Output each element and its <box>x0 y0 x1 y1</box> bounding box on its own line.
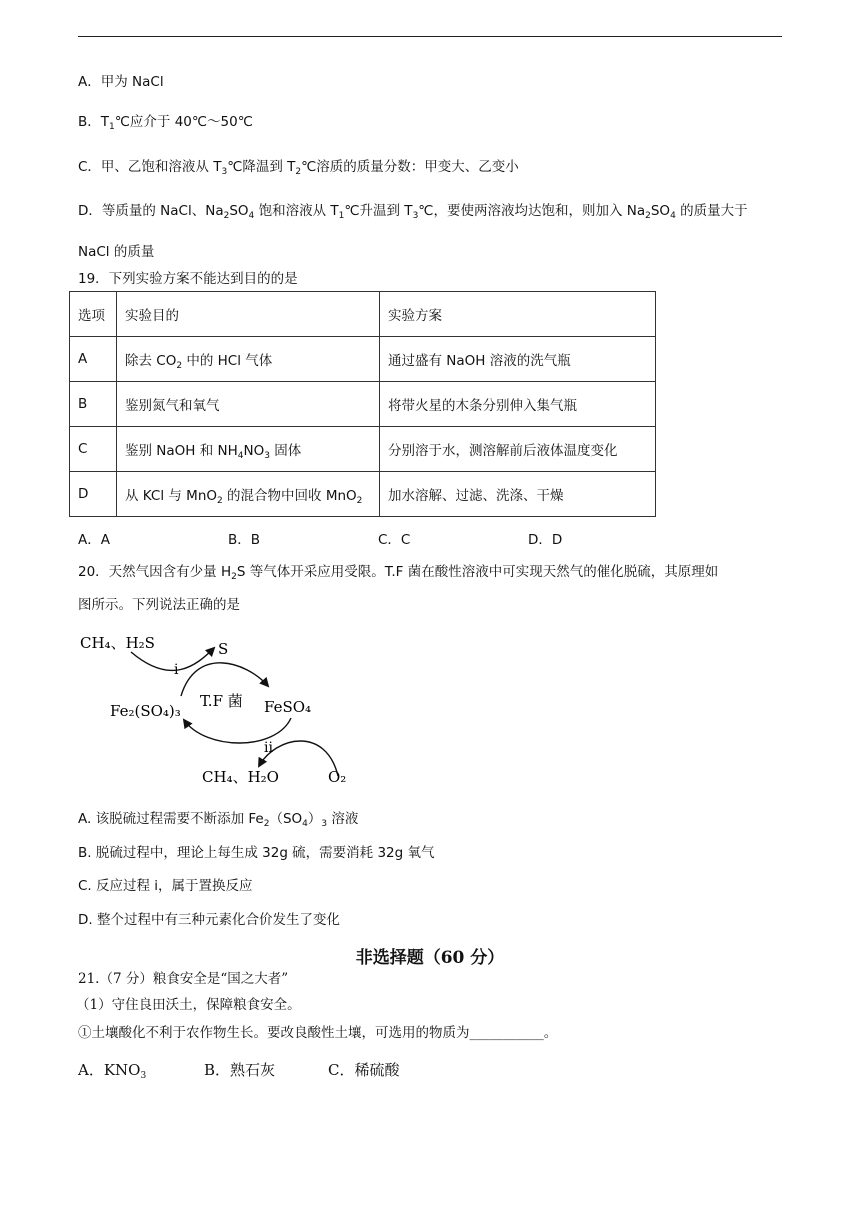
q18-option-c: C．甲、乙饱和溶液从 $T_3℃$降温到 $T_2℃$溶质的质量分数：甲变大、乙变小 <box>78 159 519 177</box>
q18-option-b: B．$T_1℃$应介于 40℃～50℃ <box>78 114 253 132</box>
q21-sub1: （1）守住良田沃土，保障粮食安全。 <box>76 997 301 1013</box>
table-cell-goal: 鉴别 NaOH 和 $NH_4NO_3$ 固体 <box>117 427 380 472</box>
q20-option-d: D. 整个过程中有三种元素化合价发生了变化 <box>78 912 340 928</box>
label-fe2so43: Fe₂(SO₄)₃ <box>110 702 181 720</box>
table-cell-option: B <box>70 382 117 427</box>
table-cell-method: 加水溶解、过滤、洗涤、干燥 <box>380 472 656 517</box>
q21-stem: 21.（7 分）粮食安全是“国之大者” <box>78 971 289 987</box>
table-header-cell: 实验目的 <box>117 292 380 337</box>
q21-item1: ①土壤酸化不利于农作物生长。要改良酸性土壤，可选用的物质为___________。 <box>78 1025 558 1041</box>
label-o2: O₂ <box>328 768 347 786</box>
table-header-cell: 选项 <box>70 292 117 337</box>
table-row <box>70 382 656 427</box>
label-s: S <box>218 640 229 658</box>
q20-option-c: C. 反应过程 i，属于置换反应 <box>78 878 253 894</box>
label-ii: ii <box>264 740 273 756</box>
label-i: i <box>174 662 179 678</box>
table-cell-option: C <box>70 427 117 472</box>
table-header-row <box>70 292 656 337</box>
q19-stem: 19．下列实验方案不能达到目的的是 <box>78 271 298 287</box>
q18-option-a: A．甲为 NaCl <box>78 74 164 90</box>
q19-choice-d: D．D <box>528 532 563 548</box>
table-cell-method: 分别溶于水，测溶解前后液体温度变化 <box>380 427 656 472</box>
q20-option-a: A. 该脱硫过程需要不断添加 $Fe_2(SO_4)_3$ 溶液 <box>78 811 359 829</box>
q19-choice-c: C．C <box>378 532 411 548</box>
label-tf-bacteria: T.F 菌 <box>200 692 243 710</box>
table-row <box>70 427 656 472</box>
table-cell-option: A <box>70 337 117 382</box>
q19-table <box>69 291 656 517</box>
label-feso4: FeSO₄ <box>264 698 312 716</box>
table-row <box>70 472 656 517</box>
header-rule <box>78 36 782 37</box>
table-row <box>70 337 656 382</box>
section-title: 非选择题（60 分） <box>355 948 505 968</box>
table-header-cell: 实验方案 <box>380 292 656 337</box>
q20-option-b: B. 脱硫过程中，理论上每生成 32g 硫，需要消耗 32g 氧气 <box>78 845 435 861</box>
q21-choice-c: C．稀硫酸 <box>328 1061 400 1079</box>
q20-stem-line1: 20．天然气因含有少量 $H_2S$ 等气体开采应用受限。T.F 菌在酸性溶液中可实现天然气的催化脱硫，其原理如 <box>78 564 719 582</box>
q18-option-d-line2: NaCl 的质量 <box>78 244 155 260</box>
table-cell-method: 通过盛有 NaOH 溶液的洗气瓶 <box>380 337 656 382</box>
table-cell-goal: 鉴别氮气和氧气 <box>117 382 380 427</box>
q20-stem-line2: 图所示。下列说法正确的是 <box>78 597 240 613</box>
table-cell-option: D <box>70 472 117 517</box>
table-cell-goal: 从 KCl 与 MnO$_2$ 的混合物中回收 MnO$_2$ <box>117 472 380 517</box>
q19-choice-a: A．A <box>78 532 110 548</box>
desulfurization-diagram <box>76 626 366 794</box>
table-cell-method: 将带火星的木条分别伸入集气瓶 <box>380 382 656 427</box>
label-ch4-h2s: CH₄、H₂S <box>80 634 155 652</box>
q19-choice-b: B．B <box>228 532 261 548</box>
q21-choice-a: A．$KNO_3$ <box>78 1061 147 1081</box>
table-cell-goal: 除去 $CO_2$ 中的 HCl 气体 <box>117 337 380 382</box>
q21-choice-b: B．熟石灰 <box>204 1061 276 1079</box>
arrow-fe2-to-fe3 <box>184 718 291 743</box>
q18-option-d-line1: D．等质量的 NaCl、$Na_2SO_4$ 饱和溶液从 $T_1℃$升温到 $T_3℃$，要使两溶液均达饱和，则加入 $Na_2SO_4$ 的质量大于 <box>78 203 748 221</box>
label-ch4-h2o: CH₄、H₂O <box>202 768 279 786</box>
